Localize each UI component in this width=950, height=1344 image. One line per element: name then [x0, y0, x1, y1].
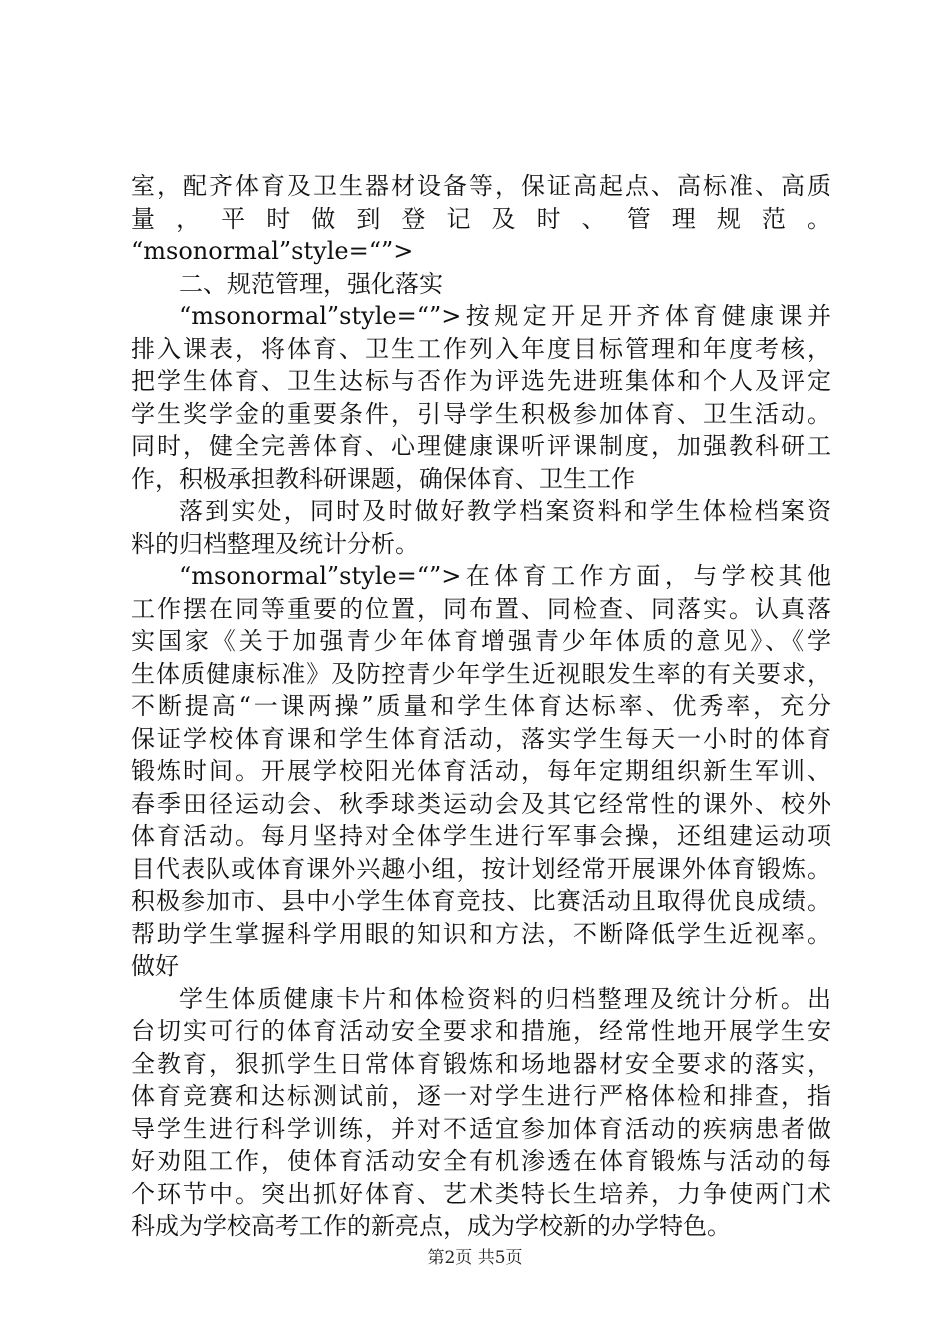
text-line: 室，配齐体育及卫生器材设备等，保证高起点、高标准、高质 — [131, 172, 831, 200]
text-line: 工作摆在同等重要的位置，同布置、同检查、同落实。认真落 — [131, 594, 831, 623]
text-line: 排入课表，将体育、卫生工作列入年度目标管理和年度考核， — [131, 334, 831, 363]
text-line: 作，积极承担教科研课题，确保体育、卫生工作 — [131, 464, 635, 493]
text-line: 台切实可行的体育活动安全要求和措施，经常性地开展学生安 — [131, 1017, 831, 1045]
text-line: 生体质健康标准》及防控青少年学生近视眼发生率的有关要求， — [131, 659, 831, 688]
text-line: 锻炼时间。开展学校阳光体育活动，每年定期组织新生军训、 — [131, 757, 831, 785]
text-line: 量，平时做到登记及时、管理规范。 — [131, 204, 831, 233]
text-line: 全教育，狠抓学生日常体育锻炼和场地器材安全要求的落实， — [131, 1049, 831, 1078]
text-line: 实国家《关于加强青少年体育增强青少年体质的意见》、《学 — [131, 627, 831, 655]
text-line: 导学生进行科学训练，并对不适宜参加体育活动的疾病患者做 — [131, 1114, 831, 1143]
text-line: 学生体质健康卡片和体检资料的归档整理及统计分析。出 — [179, 984, 831, 1013]
document-body — [131, 170, 831, 1243]
text-line: 不断提高“一课两操”质量和学生体育达标率、优秀率，充分 — [131, 692, 831, 720]
text-line: 体育竞赛和达标测试前，逐一对学生进行严格体检和排查，指 — [131, 1082, 831, 1110]
text-line: “msonormal”style=“”>在体育工作方面，与学校其他 — [179, 562, 831, 590]
text-line: 保证学校体育课和学生体育活动，落实学生每天一小时的体育 — [131, 724, 831, 753]
text-line: “msonormal”style=“”>按规定开足开齐体育健康课并 — [179, 302, 831, 330]
text-line: 个环节中。突出抓好体育、艺术类特长生培养，力争使两门术 — [131, 1179, 831, 1208]
text-line: 春季田径运动会、秋季球类运动会及其它经常性的课外、校外 — [131, 789, 831, 818]
text-line: 体育活动。每月坚持对全体学生进行军事会操，还组建运动项 — [131, 822, 831, 850]
section-heading: 二、规范管理，强化落实 — [179, 269, 443, 298]
text-line: 落到实处，同时及时做好教学档案资料和学生体检档案资 — [179, 497, 831, 525]
text-line: 学生奖学金的重要条件，引导学生积极参加体育、卫生活动。 — [131, 399, 831, 428]
page-number-footer: 第2页 共5页 — [427, 1248, 523, 1268]
text-line: 好劝阻工作，使体育活动安全有机渗透在体育锻炼与活动的每 — [131, 1147, 831, 1175]
text-line: 同时，健全完善体育、心理健康课听评课制度，加强教科研工 — [131, 432, 831, 460]
text-line: 把学生体育、卫生达标与否作为评选先进班集体和个人及评定 — [131, 367, 831, 395]
text-line: 做好 — [131, 952, 179, 980]
text-line: 目代表队或体育课外兴趣小组，按计划经常开展课外体育锻炼。 — [131, 854, 831, 883]
text-line: 科成为学校高考工作的新亮点，成为学校新的办学特色。 — [131, 1212, 731, 1240]
text-line: 积极参加市、县中小学生体育竞技、比赛活动且取得优良成绩。 — [131, 887, 831, 915]
text-line: “msonormal”style=“”> — [131, 237, 414, 265]
text-line: 料的归档整理及统计分析。 — [131, 529, 419, 558]
text-line: 帮助学生掌握科学用眼的知识和方法，不断降低学生近视率。 — [131, 919, 831, 948]
